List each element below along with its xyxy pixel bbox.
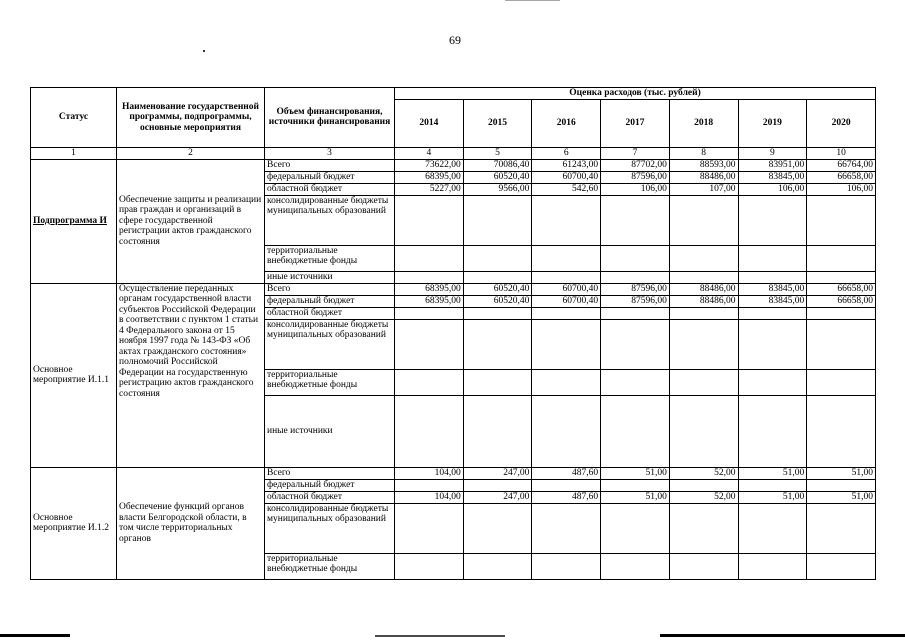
scan-artifact-right [660,634,905,637]
funding-source-cell: Всего [265,159,395,171]
column-number: 9 [738,147,807,159]
value-cell [738,479,807,491]
value-cell [601,307,670,319]
value-cell: 83845,00 [738,295,807,307]
column-number: 1 [31,147,117,159]
value-cell: 87702,00 [601,159,670,171]
column-number: 2 [117,147,265,159]
value-cell: 60700,40 [532,171,601,183]
value-cell: 247,00 [463,491,532,503]
funding-source-cell: федеральный бюджет [265,295,395,307]
value-cell: 51,00 [807,491,876,503]
value-cell [532,503,601,553]
value-cell: 60700,40 [532,295,601,307]
funding-source-cell: областной бюджет [265,307,395,319]
value-cell [669,195,738,245]
header-status: Статус [31,88,117,148]
expenditure-table [30,87,876,580]
value-cell [807,369,876,395]
value-cell: 52,00 [669,491,738,503]
value-cell: 542,60 [532,183,601,195]
value-cell: 68395,00 [395,283,464,295]
value-cell [669,369,738,395]
program-name-cell: Обеспечение защиты и реализации прав граждан и организаций в сфере государственной регистрации актов гражданского состояния [117,159,265,283]
value-cell [463,195,532,245]
value-cell: 106,00 [601,183,670,195]
value-cell: 60700,40 [532,283,601,295]
value-cell [463,503,532,553]
value-cell: 104,00 [395,491,464,503]
value-cell: 51,00 [738,467,807,479]
value-cell: 51,00 [601,467,670,479]
value-cell [738,195,807,245]
page-number: 69 [449,33,461,47]
value-cell [395,479,464,491]
header-year: 2016 [532,99,601,147]
funding-source-cell: территориальные внебюджетные фонды [265,245,395,271]
value-cell: 87596,00 [601,295,670,307]
header-year: 2018 [669,99,738,147]
value-cell [532,319,601,369]
value-cell: 487,60 [532,491,601,503]
value-cell [532,479,601,491]
funding-source-cell: федеральный бюджет [265,479,395,491]
value-cell [532,553,601,579]
value-cell [463,307,532,319]
value-cell [669,479,738,491]
value-cell [395,195,464,245]
value-cell: 51,00 [807,467,876,479]
value-cell: 5227,00 [395,183,464,195]
program-name-cell: Осуществление переданных органам государственной власти субъектов Российской Федерации в соответствии с пунктом 1 статьи 4 Федерального закона от 15 ноября 1997 года № 143-ФЗ «Об актах гражданского состояния» полномочий Российской Федерации на государственную регистрацию актов гражданского состояния [117,283,265,467]
scan-artifact-left [0,634,70,637]
value-cell [807,195,876,245]
value-cell: 487,60 [532,467,601,479]
value-cell [532,369,601,395]
scan-artifact-top [505,0,560,1]
value-cell: 51,00 [601,491,670,503]
value-cell [807,271,876,283]
value-cell [807,553,876,579]
value-cell [669,395,738,467]
value-cell [669,319,738,369]
status-cell [31,467,117,579]
funding-source-cell: территориальные внебюджетные фонды [265,553,395,579]
value-cell: 73622,00 [395,159,464,171]
value-cell [669,245,738,271]
value-cell [532,195,601,245]
header-year: 2017 [601,99,670,147]
funding-source-cell: областной бюджет [265,183,395,195]
value-cell [463,245,532,271]
funding-source-cell: иные источники [265,395,395,467]
value-cell: 68395,00 [395,295,464,307]
value-cell: 9566,00 [463,183,532,195]
value-cell [807,319,876,369]
value-cell: 61243,00 [532,159,601,171]
value-cell: 83845,00 [738,283,807,295]
value-cell: 88593,00 [669,159,738,171]
table-row [31,159,876,171]
program-name-cell: Обеспечение функций органов власти Белгородской области, в том числе территориальных органов [117,467,265,579]
value-cell [807,479,876,491]
value-cell [601,503,670,553]
scan-speck [203,50,205,52]
value-cell [807,307,876,319]
value-cell [532,245,601,271]
funding-source-cell: территориальные внебюджетные фонды [265,369,395,395]
header-year: 2020 [807,99,876,147]
status-text: Основное мероприятие И.1.1 [33,364,109,385]
header-year: 2019 [738,99,807,147]
value-cell [738,553,807,579]
value-cell [669,553,738,579]
value-cell: 87596,00 [601,283,670,295]
value-cell: 106,00 [807,183,876,195]
value-cell [738,503,807,553]
value-cell [738,271,807,283]
value-cell: 68395,00 [395,171,464,183]
value-cell: 104,00 [395,467,464,479]
value-cell [463,479,532,491]
status-cell [31,159,117,283]
value-cell [395,319,464,369]
value-cell: 106,00 [738,183,807,195]
scan-artifact-middle [375,635,505,637]
table-row [31,467,876,479]
column-number: 7 [601,147,670,159]
funding-source-cell: Всего [265,467,395,479]
funding-source-cell: консолидированные бюджеты муниципальных образований [265,503,395,553]
value-cell [395,369,464,395]
value-cell [601,369,670,395]
value-cell: 87596,00 [601,171,670,183]
funding-source-cell: областной бюджет [265,491,395,503]
table-row [31,283,876,295]
value-cell [738,395,807,467]
value-cell [669,271,738,283]
funding-source-cell: Всего [265,283,395,295]
column-number: 3 [265,147,395,159]
value-cell [463,395,532,467]
value-cell [669,307,738,319]
header-year: 2014 [395,99,464,147]
value-cell: 52,00 [669,467,738,479]
value-cell [807,395,876,467]
value-cell [395,245,464,271]
value-cell [601,553,670,579]
value-cell [601,395,670,467]
value-cell [738,319,807,369]
value-cell [395,553,464,579]
header-estimate: Оценка расходов (тыс. рублей) [395,88,876,100]
funding-source-cell: иные источники [265,271,395,283]
column-number: 4 [395,147,464,159]
value-cell: 70086,40 [463,159,532,171]
value-cell: 60520,40 [463,171,532,183]
value-cell: 66658,00 [807,171,876,183]
value-cell: 88486,00 [669,295,738,307]
value-cell: 83845,00 [738,171,807,183]
funding-source-cell: консолидированные бюджеты муниципальных образований [265,195,395,245]
value-cell: 66658,00 [807,295,876,307]
value-cell [601,245,670,271]
column-number: 8 [669,147,738,159]
value-cell [807,503,876,553]
status-text: Подпрограмма И [33,215,107,226]
value-cell [463,271,532,283]
value-cell [601,479,670,491]
value-cell [532,271,601,283]
value-cell: 107,00 [669,183,738,195]
value-cell [463,553,532,579]
value-cell: 60520,40 [463,283,532,295]
header-year: 2015 [463,99,532,147]
value-cell [532,307,601,319]
value-cell [463,369,532,395]
value-cell [395,307,464,319]
funding-source-cell: консолидированные бюджеты муниципальных образований [265,319,395,369]
value-cell [738,245,807,271]
value-cell [532,395,601,467]
value-cell [601,319,670,369]
funding-source-cell: федеральный бюджет [265,171,395,183]
value-cell [807,245,876,271]
value-cell [395,395,464,467]
value-cell: 83951,00 [738,159,807,171]
value-cell: 60520,40 [463,295,532,307]
value-cell: 247,00 [463,467,532,479]
value-cell: 51,00 [738,491,807,503]
value-cell [738,369,807,395]
column-number: 10 [807,147,876,159]
value-cell: 66764,00 [807,159,876,171]
value-cell: 88486,00 [669,171,738,183]
column-number: 6 [532,147,601,159]
value-cell [601,195,670,245]
value-cell: 88486,00 [669,283,738,295]
status-text: Основное мероприятие И.1.2 [33,512,109,533]
header-volume: Объем финансирования, источники финансирования [265,88,395,148]
value-cell: 66658,00 [807,283,876,295]
value-cell [669,503,738,553]
value-cell [601,271,670,283]
value-cell [395,271,464,283]
value-cell [395,503,464,553]
value-cell [738,307,807,319]
value-cell [463,319,532,369]
status-cell [31,283,117,467]
column-number: 5 [463,147,532,159]
header-name: Наименование государственной программы, подпрограммы, основные мероприятия [117,88,265,148]
